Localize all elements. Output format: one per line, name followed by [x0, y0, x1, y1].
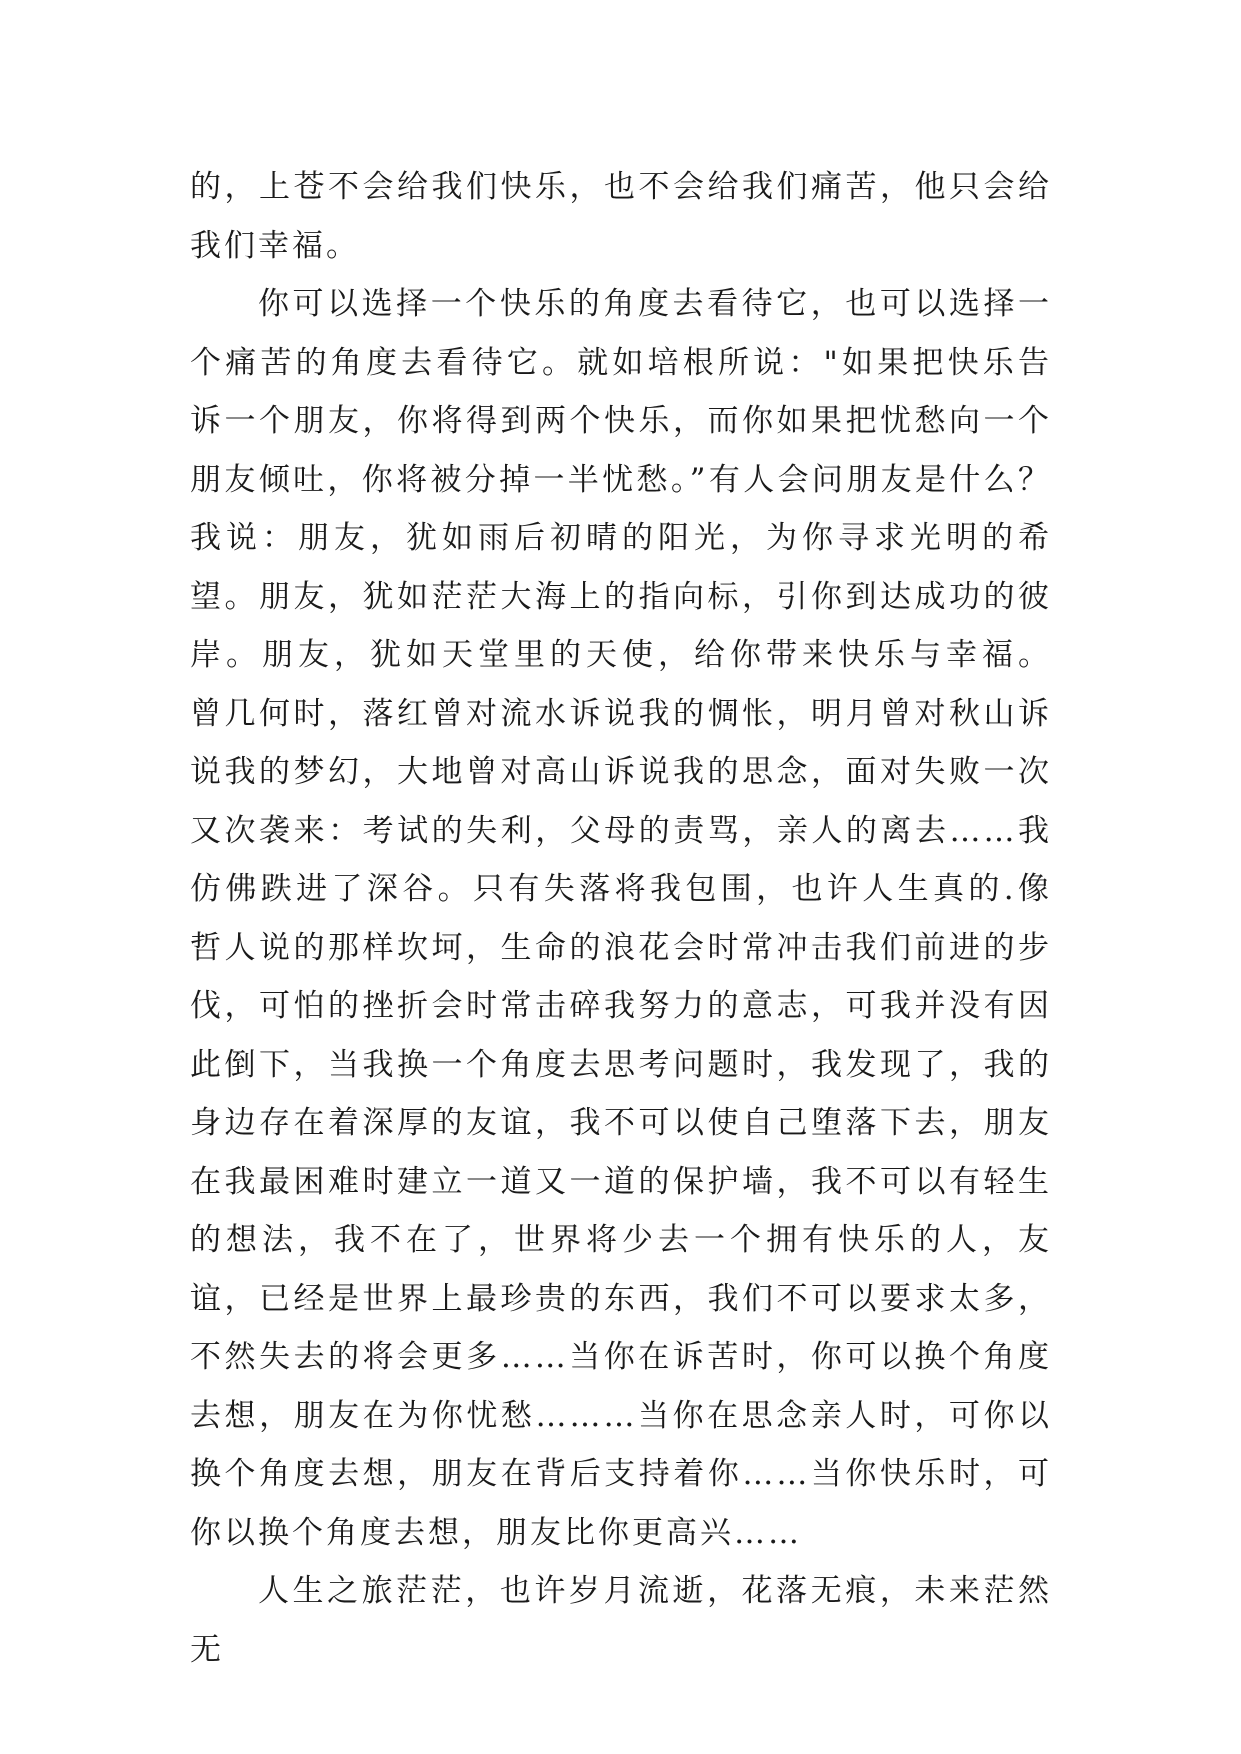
- paragraph-1: 的，上苍不会给我们快乐，也不会给我们痛苦，他只会给我们幸福。: [190, 169, 1052, 264]
- body-text: [190, 158, 1052, 1679]
- paragraph-3: 人生之旅茫茫，也许岁月流逝，花落无痕，未来茫然无: [190, 1573, 1052, 1668]
- paragraph-2: 你可以选择一个快乐的角度去看待它，也可以选择一个痛苦的角度去看待它。就如培根所说："如果把快乐告诉一个朋友，你将得到两个快乐，而你如果把忧愁向一个朋友倾吐，你将被分掉一半忧愁。”有人会问朋友是什么？我说：朋友，犹如雨后初晴的阳光，为你寻求光明的希望。朋友，犹如茫茫大海上的指向标，引你到达成功的彼岸。朋友，犹如天堂里的天使，给你带来快乐与幸福。 曾几何时，落红曾对流水诉说我的惆怅，明月曾对秋山诉说我的梦幻，大地曾对高山诉说我的思念，面对失败一次又次袭来：考试的失利，父母的责骂，亲人的离去……我仿佛跌进了深谷。只有失落将我包围，也许人生真的.像哲人说的那样坎坷，生命的浪花会时常冲击我们前进的步伐，可怕的挫折会时常击碎我努力的意志，可我并没有因此倒下，当我换一个角度去思考问题时，我发现了，我的身边存在着深厚的友谊，我不可以使自己堕落下去，朋友在我最困难时建立一道又一道的保护墙，我不可以有轻生的想法，我不在了，世界将少去一个拥有快乐的人，友谊，已经是世界上最珍贵的东西，我们不可以要求太多，不然失去的将会更多……当你在诉苦时，你可以换个角度去想，朋友在为你忧愁………当你在思念亲人时，可你以换个角度去想，朋友在背后支持着你……当你快乐时，可你以换个角度去想，朋友比你更高兴……: [190, 286, 1052, 1551]
